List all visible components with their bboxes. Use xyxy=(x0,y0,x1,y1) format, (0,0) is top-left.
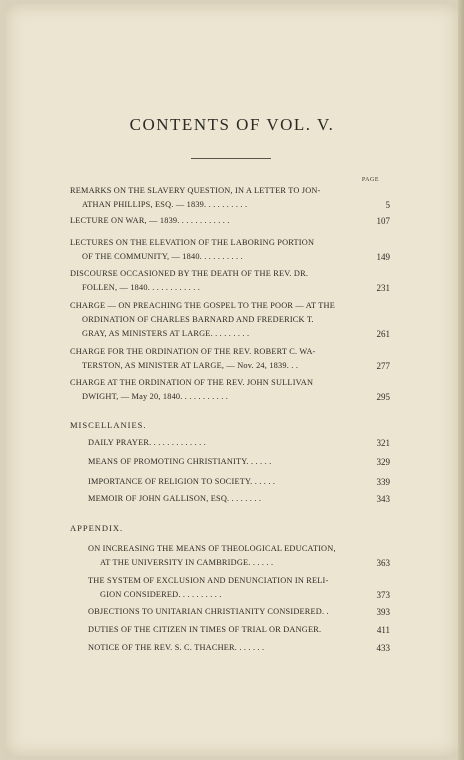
entry-line: MEANS OF PROMOTING CHRISTIANITY. . . . . . xyxy=(88,457,272,466)
page-number: 261 xyxy=(376,329,390,339)
book-page xyxy=(6,4,458,756)
entry-line: CHARGE FOR THE ORDINATION OF THE REV. ROBERT C. WA- xyxy=(70,347,316,356)
entry-line: TERSTON, AS MINISTER AT LARGE, — Nov. 24, 1839. . . xyxy=(82,361,299,370)
entry-line: GION CONSIDERED. . . . . . . . . . xyxy=(100,590,222,599)
page-number: 373 xyxy=(376,590,390,600)
page-number: 149 xyxy=(376,252,390,262)
toc-entry xyxy=(88,436,390,450)
entry-line: DAILY PRAYER. . . . . . . . . . . . . xyxy=(88,438,206,447)
page-number: 329 xyxy=(376,457,390,467)
entry-line: DWIGHT, — May 20, 1840. . . . . . . . . . . xyxy=(82,392,229,401)
page-edge xyxy=(458,0,464,760)
toc-entry xyxy=(88,641,390,655)
entry-line: ORDINATION OF CHARLES BARNARD AND FREDERICK T. xyxy=(82,315,314,324)
toc-entry xyxy=(88,455,390,469)
toc-entry xyxy=(88,574,390,602)
page-number: 231 xyxy=(376,283,390,293)
entry-line: MEMOIR OF JOHN GALLISON, ESQ. . . . . . . . xyxy=(88,494,262,503)
entry-line: NOTICE OF THE REV. S. C. THACHER. . . . . . . xyxy=(88,643,265,652)
page-number: 339 xyxy=(376,477,390,487)
page-title: CONTENTS OF VOL. V. xyxy=(129,115,335,134)
entry-line: ON INCREASING THE MEANS OF THEOLOGICAL EDUCATION, xyxy=(88,544,336,553)
section-heading-miscellanies: MISCELLANIES. xyxy=(70,420,147,430)
page-number: 5 xyxy=(385,200,390,210)
entry-line: LECTURE ON WAR, — 1839. . . . . . . . . . . . xyxy=(70,216,230,225)
section-heading-appendix: APPENDIX. xyxy=(70,523,124,533)
title-rule xyxy=(191,158,271,159)
entry-line: CHARGE — ON PREACHING THE GOSPEL TO THE POOR — AT THE xyxy=(70,301,335,310)
page-number: 393 xyxy=(376,607,390,617)
entry-line: LECTURES ON THE ELEVATION OF THE LABORING PORTION xyxy=(70,238,315,247)
toc-entry xyxy=(88,623,390,637)
entry-line: CHARGE AT THE ORDINATION OF THE REV. JOHN SULLIVAN xyxy=(70,378,314,387)
entry-line: GRAY, AS MINISTERS AT LARGE. . . . . . . . . xyxy=(82,329,250,338)
toc-entry xyxy=(70,345,390,373)
page-number: 343 xyxy=(376,494,390,504)
page-number: 107 xyxy=(376,216,390,226)
page-number: 411 xyxy=(376,625,390,635)
entry-line: DISCOURSE OCCASIONED BY THE DEATH OF THE REV. DR. xyxy=(70,269,309,278)
page-number: 363 xyxy=(376,558,390,568)
page-number: 433 xyxy=(376,643,390,653)
entry-line: FOLLEN, — 1840. . . . . . . . . . . . xyxy=(82,283,201,292)
toc-entry xyxy=(88,492,390,506)
entry-line: ATHAN PHILLIPS, ESQ. — 1839. . . . . . . . . . xyxy=(82,200,248,209)
toc-entry xyxy=(88,542,390,570)
page-column-label: PAGE xyxy=(361,177,379,183)
entry-line: DUTIES OF THE CITIZEN IN TIMES OF TRIAL OR DANGER. xyxy=(88,625,322,634)
entry-line: THE SYSTEM OF EXCLUSION AND DENUNCIATION IN RELI- xyxy=(88,576,329,585)
toc-entry xyxy=(70,267,390,295)
entry-line: AT THE UNIVERSITY IN CAMBRIDGE. . . . . . xyxy=(100,558,274,567)
entry-line: IMPORTANCE OF RELIGION TO SOCIETY. . . . . . xyxy=(88,477,276,486)
entry-line: REMARKS ON THE SLAVERY QUESTION, IN A LETTER TO JON- xyxy=(70,186,321,195)
toc-entry xyxy=(70,236,390,264)
toc-entry xyxy=(88,605,390,619)
toc-entry xyxy=(70,214,390,228)
entry-line: OF THE COMMUNITY, — 1840. . . . . . . . . . xyxy=(82,252,243,261)
toc-entry xyxy=(88,475,390,489)
page-number: 321 xyxy=(376,438,390,448)
toc-entry xyxy=(70,376,390,404)
toc-entry xyxy=(70,299,390,341)
page-number: 277 xyxy=(376,361,390,371)
toc-entry xyxy=(70,184,390,212)
page-number: 295 xyxy=(376,392,390,402)
entry-line: OBJECTIONS TO UNITARIAN CHRISTIANITY CONSIDERED. . xyxy=(88,607,329,616)
